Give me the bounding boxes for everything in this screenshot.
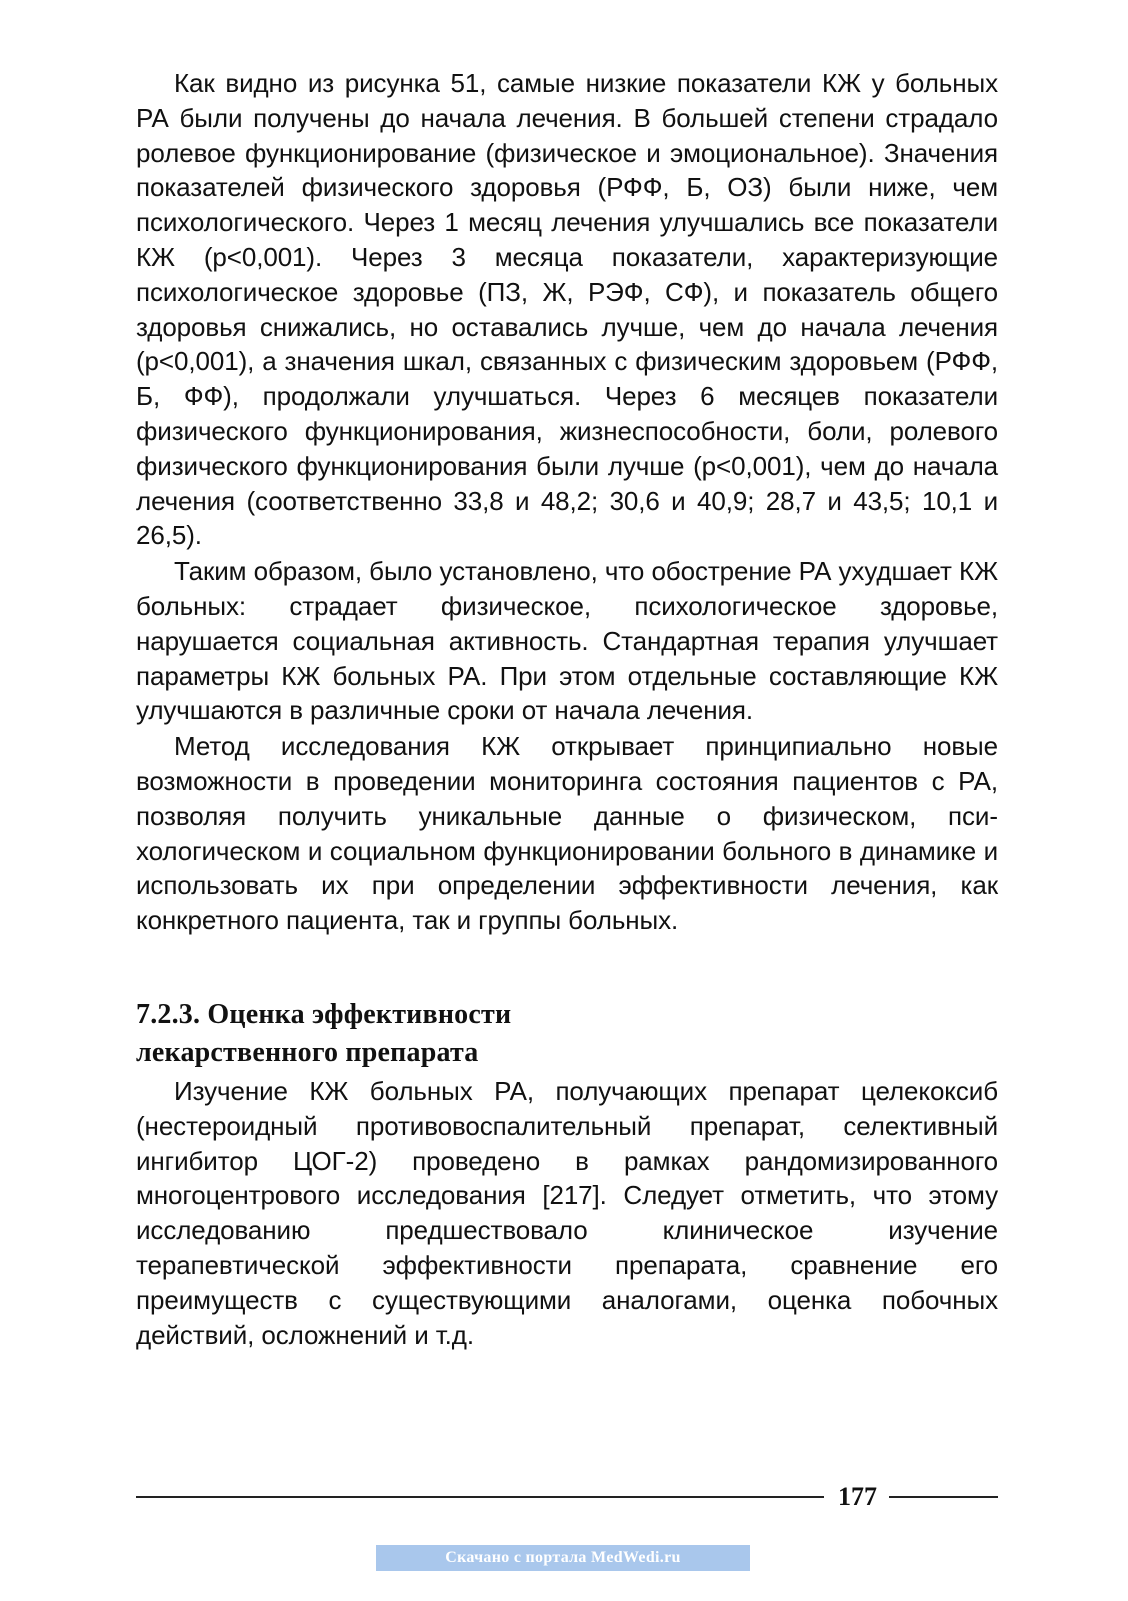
section-heading bbox=[136, 996, 998, 1072]
section-paragraph: Изучение КЖ больных РА, получающих препарат целекоксиб (нестероидный противовоспалительный препарат, селективный ингибитор ЦОГ-2) проведено в рамках рандомизированного многоцентрового исследования [217]. Следует отметить, что этому исследованию предшествовало клиническое изучение терапевтической эффективности препарата, сравнение его преимуществ с существующими аналогами, оценка побочных действий, осложнений и т.д. bbox=[136, 1075, 998, 1350]
page-footer bbox=[136, 1480, 998, 1514]
body-paragraph-2: Таким образом, было установлено, что обострение РА ухудшает КЖ больных: страдает физическое, психологическое здоровье, нарушается социальная активность. Стандартная терапия улучшает параметры КЖ больных РА. При этом отдельные составляющие КЖ улучшаются в различные сроки от начала лечения. bbox=[136, 556, 998, 726]
body-paragraph-1: Как видно из рисунка 51, самые низкие показатели КЖ у больных РА были получены до начала лечения. В большей степени страдало ролевое функционирование (физическое и эмоциональное). Значения показателей физического здоровья (РФФ, Б, ОЗ) были ниже, чем психологического. Через 1 месяц лечения улучшались все показатели КЖ (p<0,001). Через 3 месяца показатели, характеризующие психологическое здоровье (ПЗ, Ж, РЭФ, СФ), и показатель общего здоровья снижались, но оставались лучше, чем до начала лечения (p<0,001), а значения шкал, связанных с физическим здоровьем (РФФ, Б, ФФ), продолжали улучшаться. Через 6 месяцев показатели физического функционирования, жизнеспособности, боли, ролевого физического функционирования были лучше (p<0,001), чем до начала лечения (соответственно 33,8 и 48,2; 30,6 и 40,9; 28,7 и 43,5; 10,1 и 26,5). bbox=[136, 68, 998, 551]
section-heading-line-2: лекарственного препарата bbox=[136, 1036, 479, 1068]
watermark-banner: Скачано с портала MedWedi.ru bbox=[376, 1545, 750, 1571]
page-number: 177 bbox=[838, 1482, 877, 1511]
page-content bbox=[136, 66, 998, 1353]
body-paragraph-3: Метод исследования КЖ открывает принципиально новые возможности в проведении мониторинга состояния пациентов с РА, позволяя получить уникальные данные о физическом, психологическом и социальном функционировании больного в динамике и использовать их при определении эффективности лечения, как конкретного пациента, так и группы больных. bbox=[136, 731, 998, 936]
section-heading-line-1: 7.2.3. Оценка эффективности bbox=[136, 998, 512, 1030]
footer-rule-left bbox=[136, 1496, 824, 1498]
footer-rule-right bbox=[889, 1496, 998, 1498]
